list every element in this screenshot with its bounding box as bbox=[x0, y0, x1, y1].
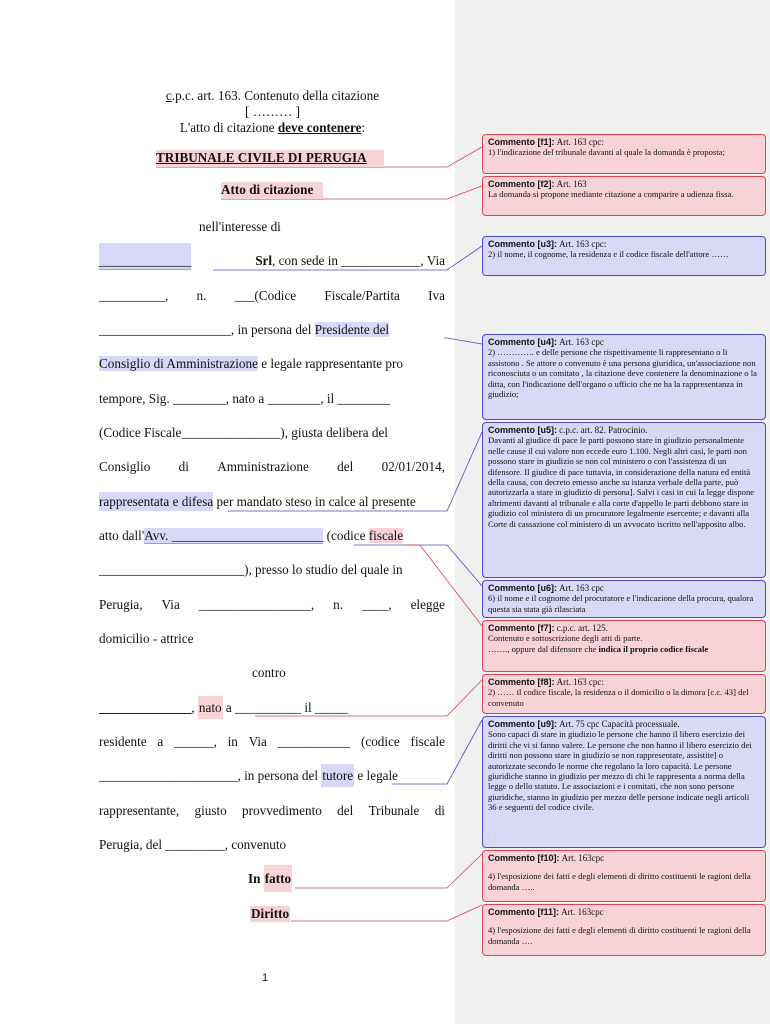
plaintiff-line-5: tempore, Sig. ________, nato a ________, il ________ bbox=[99, 391, 391, 406]
defendant-line-2: residente a ______, in Via ___________ (codice fiscale bbox=[99, 734, 445, 749]
interest-line: nell'interesse di bbox=[199, 219, 281, 234]
plaintiff-line-1: ______________ Srl, con sede in ____________, Via bbox=[99, 253, 445, 270]
plaintiff-line-6: (Codice Fiscale_______________), giusta delibera del bbox=[99, 425, 388, 440]
act-title: Atto di citazione bbox=[221, 182, 323, 200]
comment-f11[interactable]: Commento [f11]: Art. 163cpc 4) l'esposizione dei fatti e degli elementi di diritto costituenti le ragioni della domanda …. bbox=[482, 904, 766, 956]
comment-f1[interactable]: Commento [f1]: Art. 163 cpc: 1) l'indicazione del tribunale davanti al quale la domanda è proposta; bbox=[482, 134, 766, 174]
comment-f2[interactable]: Commento [f2]: Art. 163 La domanda si propone mediante citazione a comparire a udienza fissa. bbox=[482, 176, 766, 216]
court-title: TRIBUNALE CIVILE DI PERUGIA bbox=[156, 150, 384, 168]
comment-f8[interactable]: Commento [f8]: Art. 163 cpc: 2) …… il codice fiscale, la residenza o il domicilio o la dimora [c.c. 43] del convenuto bbox=[482, 674, 766, 714]
heading-article: c.p.c. art. 163. Contenuto della citazione bbox=[165, 88, 380, 103]
defendant-line-4: rappresentante, giusto provvedimento del Tribunale di bbox=[99, 803, 445, 818]
plaintiff-line-4: Consiglio di Amministrazione e legale rappresentante pro bbox=[99, 356, 403, 371]
comment-f10[interactable]: Commento [f10]: Art. 163cpc 4) l'esposizione dei fatti e degli elementi di diritto costituenti le ragioni della domanda ….. bbox=[482, 850, 766, 902]
defendant-line-1: ______________, nato a __________ il _____ bbox=[99, 700, 348, 716]
plaintiff-line-3: ____________________, in persona del Presidente del bbox=[99, 322, 390, 337]
plaintiff-line-2: __________, n. ___(Codice Fiscale/Partita Iva bbox=[99, 288, 445, 303]
section-facts: In fatto bbox=[248, 871, 292, 887]
section-law: Diritto bbox=[251, 906, 290, 921]
comment-u3[interactable]: Commento [u3]: Art. 163 cpc: 2) il nome, il cognome, la residenza e il codice fiscale dell'attore …… bbox=[482, 236, 766, 276]
plaintiff-line-12: domicilio - attrice bbox=[99, 631, 194, 646]
heading-ellipsis: [ ……… ] bbox=[245, 104, 300, 119]
comment-f7[interactable]: Commento [f7]: c.p.c. art. 125. Contenuto e sottoscrizione degli atti di parte. ……., oppure dal difensore che indica il proprio codice fiscale bbox=[482, 620, 766, 672]
comment-u4[interactable]: Commento [u4]: Art. 163 cpc 2) …………. e delle persone che rispettivamente li rappresentano o li assistono . Se attore o convenuto è una persona giuridica, un'associazione non riconosciuta o un comitato , la citazione deve contenere la denominazione o la ditta, con l'indicazione dell'organo o ufficio che ne ha la rappresentanza in giudizio; bbox=[482, 334, 766, 420]
defendant-line-5: Perugia, del _________, convenuto bbox=[99, 837, 287, 852]
plaintiff-line-10: ______________________), presso lo studio del quale in bbox=[99, 562, 403, 577]
comment-u9[interactable]: Commento [u9]: Art. 75 cpc Capacità processuale. Sono capaci di stare in giudizio le persone che hanno il libero esercizio dei diritti che vi si fanno valere. Le persone che non hanno il libero esercizio dei diritti non possono stare in giudizio se non rappresentate, assistite] o autorizzate secondo le norme che regolano la loro capacità. Le persone giuridiche stanno in giudizio per mezzo di chi le rappresenta a norma della legge o dello statuto. Le associazioni e i comitati, che non sono persone giuridiche, stanno in giudizio per mezzo delle persone indicate negli articoli 36 e seguenti del codice civile. bbox=[482, 716, 766, 848]
plaintiff-line-11: Perugia, Via _________________, n. ____, elegge bbox=[99, 597, 445, 612]
plaintiff-line-8: rappresentata e difesa per mandato steso in calce al presente bbox=[99, 494, 416, 509]
heading-content: L'atto di citazione deve contenere: bbox=[179, 120, 366, 135]
comment-u5[interactable]: Commento [u5]: c.p.c. art. 82. Patrocinio. Davanti al giudice di pace le parti possono stare in giudizio personalmente nelle cause il cui valore non eccede euro 1.100. Negli altri casi, le parti non possono stare in giudizio se non col ministero o con l'assistenza di un difensore. Il giudice di pace tuttavia, in considerazione della natura ed entità della causa, con decreto emesso anche su istanza verbale della parte, può autorizzarla a stare in giudizio di persona]. Salvi i casi in cui la legge dispone altrimenti davanti al tribunale e alla corte d'appello le parti debbono stare in giudizio col ministero di un procuratore legalmente esercente; e davanti alla Corte di cassazione col ministero di un avvocato iscritto nell'apposito albo. bbox=[482, 422, 766, 578]
defendant-line-3: _____________________, in persona del tutore e legale bbox=[99, 768, 398, 784]
versus-label: contro bbox=[252, 665, 286, 680]
comment-u6[interactable]: Commento [u6]: Art. 163 cpc 6) il nome e il cognome del procuratore e l'indicazione della procura, qualora questa sia stata già rilasciata bbox=[482, 580, 766, 618]
plaintiff-line-9: atto dall'Avv. _______________________ (codice fiscale bbox=[99, 528, 404, 543]
plaintiff-line-7: Consiglio di Amministrazione del 02/01/2014, bbox=[99, 459, 445, 474]
page-number: 1 bbox=[262, 972, 269, 984]
